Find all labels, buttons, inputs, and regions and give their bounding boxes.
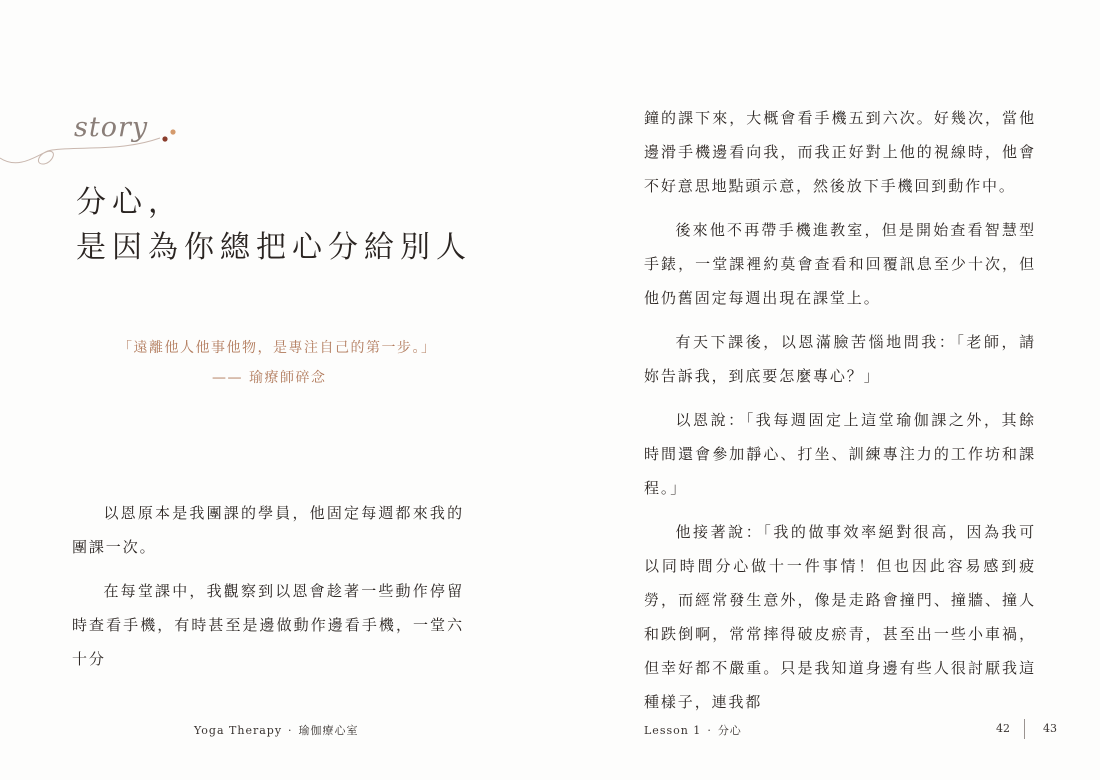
page-number-left: 42 — [996, 722, 1010, 735]
page-number-divider — [1024, 719, 1025, 739]
footer-subtitle: 瑜伽療心室 — [298, 724, 359, 737]
paragraph: 以恩說：「我每週固定上這堂瑜伽課之外，其餘時間還會參加靜心、打坐、訓練專注力的工作坊和課程。」 — [644, 411, 1036, 497]
paragraph: 以恩原本是我團課的學員，他固定每週都來我的團課一次。 — [72, 504, 464, 556]
footer-chapter-title: 分心 — [717, 724, 742, 737]
headline-line-1: 分心， — [76, 185, 184, 220]
footer-separator: · — [707, 724, 712, 737]
paragraph: 他接著說：「我的做事效率絕對很高，因為我可以同時間分心做十一件事情！但也因此容易感到疲勞，而經常發生意外，像是走路會撞門、撞牆、撞人和跌倒啊，常常摔得破皮瘀青，甚至出一些小車禍，但幸好都不嚴重。只是我知道身邊有些人很討厭我這種樣子，連我都 — [644, 523, 1036, 711]
headline-line-2: 是因為你總把心分給別人 — [76, 230, 472, 265]
chapter-headline — [76, 180, 472, 270]
footer-title: Yoga Therapy — [194, 724, 283, 737]
footer-separator: · — [288, 724, 293, 737]
right-body-text — [644, 101, 1036, 719]
paragraph: 在每堂課中，我觀察到以恩會趁著一些動作停留時查看手機，有時甚至是邊做動作邊看手機，一堂六十分 — [72, 582, 464, 668]
right-page — [550, 0, 1100, 780]
footer-book-title — [194, 722, 359, 738]
story-label: story — [74, 112, 149, 143]
dot-light-icon — [170, 129, 175, 134]
pull-quote: 「遠離他人他事他物，是專注自己的第一步。」 — [118, 340, 437, 356]
page-number-right: 43 — [1043, 722, 1057, 735]
quote-author: —— 瑜療師碎念 — [212, 370, 327, 386]
left-body-text — [72, 496, 464, 676]
footer-lesson: Lesson 1 — [644, 724, 702, 737]
paragraph: 有天下課後，以恩滿臉苦惱地問我：「老師，請妳告訴我，到底要怎麼專心？」 — [644, 333, 1036, 385]
paragraph: 鐘的課下來，大概會看手機五到六次。好幾次，當他邊滑手機邊看向我，而我正好對上他的視線時，他會不好意思地點頭示意，然後放下手機回到動作中。 — [644, 109, 1036, 195]
dot-dark-icon — [162, 136, 167, 141]
footer-chapter — [644, 722, 742, 738]
paragraph: 後來他不再帶手機進教室，但是開始查看智慧型手錶，一堂課裡約莫會查看和回覆訊息至少十次，但他仍舊固定每週出現在課堂上。 — [644, 221, 1036, 307]
